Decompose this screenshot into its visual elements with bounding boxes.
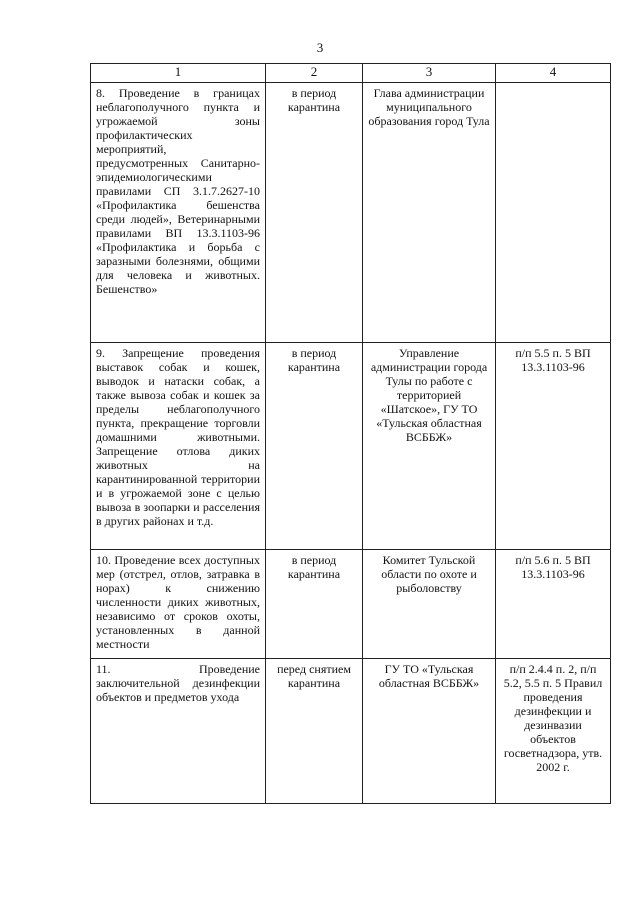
page-number: 3 (316, 40, 324, 55)
responsible-cell: ГУ ТО «Тульская областная ВСББЖ» (363, 659, 496, 804)
deadline-cell: в период карантина (266, 550, 363, 659)
table-row (91, 659, 611, 804)
basis-cell (496, 83, 611, 343)
measure-cell: 11. Проведение заключительной дезинфекции объектов и предметов ухода (91, 659, 266, 804)
deadline-cell: в период карантина (266, 83, 363, 343)
column-header: 2 (266, 64, 363, 83)
column-header: 3 (363, 64, 496, 83)
responsible-cell: Глава администрации муниципального образования город Тула (363, 83, 496, 343)
basis-cell: п/п 5.5 п. 5 ВП 13.3.1103-96 (496, 343, 611, 550)
table-row (91, 550, 611, 659)
table-row (91, 343, 611, 550)
basis-cell: п/п 5.6 п. 5 ВП 13.3.1103-96 (496, 550, 611, 659)
deadline-cell: в период карантина (266, 343, 363, 550)
basis-cell: п/п 2.4.4 п. 2, п/п 5.2, 5.5 п. 5 Правил проведения дезинфекции и дезинвазии объектов госветнадзора, утв. 2002 г. (496, 659, 611, 804)
column-header: 1 (91, 64, 266, 83)
measure-cell: 10. Проведение всех доступных мер (отстрел, отлов, затравка в норах) к снижению численности диких животных, независимо от сроков охоты, установленных в данной местности (91, 550, 266, 659)
responsible-cell: Управление администрации города Тулы по работе с территорией «Шатское», ГУ ТО «Тульская областная ВСББЖ» (363, 343, 496, 550)
measure-cell: 8. Проведение в границах неблагополучного пункта и угрожаемой зоны профилактических мероприятий, предусмотренных Санитарно-эпидемиологическими правилами СП 3.1.7.2627-10 «Профилактика бешенства среди людей», Ветеринарными правилами ВП 13.3.1103-96 «Профилактика и борьба с заразными болезнями, общими для человека и животных. Бешенство» (91, 83, 266, 343)
column-header: 4 (496, 64, 611, 83)
responsible-cell: Комитет Тульской области по охоте и рыболовству (363, 550, 496, 659)
table-row (91, 83, 611, 343)
table-header-row (91, 64, 611, 83)
deadline-cell: перед снятием карантина (266, 659, 363, 804)
measure-cell: 9. Запрещение проведения выставок собак и кошек, выводок и натаски собак, а также вывоза собак и кошек за пределы неблагополучного пункта, прекращение торговли домашними животными. Запрещение отлова диких животных на карантинированной территории и в угрожаемой зоне с целью вывоза в зоопарки и расселения в других районах и т.д. (91, 343, 266, 550)
measures-table (90, 63, 611, 804)
